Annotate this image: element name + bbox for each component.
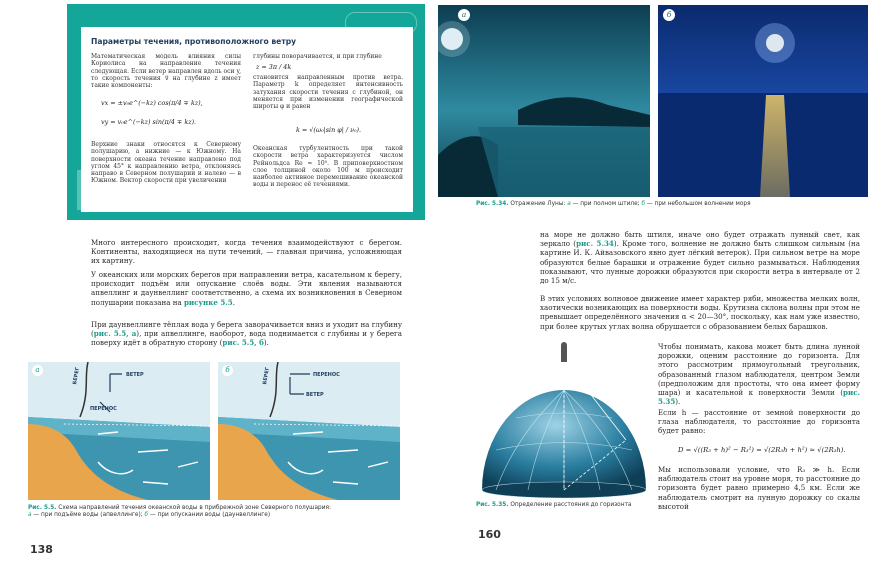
paragraph: Много интересного происходит, когда течения взаимодействуют с берегом. Континенты, находящиеся на пути течений, — главная причина, усложняющая их картину. [91,238,402,266]
photo-moon-waves [658,5,868,197]
page-number: 138 [30,543,53,556]
paragraph: Если h — расстояние от земной поверхности до глаза наблюдателя, то расстояние до горизонта будет равно: [658,408,860,436]
paragraph [91,320,402,348]
photo-badge: а [458,9,470,21]
figure-link[interactable]: рис. 5.34 [576,239,614,249]
info-box-text: становится направленным против ветра. Параметр k определяет интенсивность затухания скорости течения с глубиной, он меняется при изменении географической широты φ и равен [253,74,403,111]
paragraph: на море не должно быть штиля, иначе оно будет отражать лунный свет, как зеркало (рис. 5.34). Кроме того, волнение не должно быть слишком сильным (на картине И. К. Айвазовского явно дует лёгкий ветерок). При сильном ветре на море образуются белые барашки и отражение будет сильно размываться. Наблюдения показывают, что лунные дорожки образуются при скорости ветра в интервале от 2 до 15 м/с. [540,230,860,286]
figure-link[interactable]: рис. 5.5, а [93,329,137,339]
transfer-label: ПЕРЕНОС [90,406,117,412]
figure-upwelling [28,362,210,500]
formula: vx = ±v₀e^(−kz) cos(π/4 ∓ kz), [101,99,203,107]
info-box-text: Океанская турбулентность при такой скорости ветра характеризуется числом Рейнольдса Re ≈ 10⁵. В приповерхностном слое толщиной около 100 м происходит наиболее активное перемешивание океанской воды и перенос её течениями. [253,145,403,189]
figure-caption: Рис. 5.35. Определение расстояния до горизонта [476,502,632,508]
downwelling-diagram [218,362,400,500]
paragraph-text: У океанских или морских берегов при направлении ветра, касательном к берегу, происходит подъём или опускание слоёв воды. Эти явления называются апвеллинг и даунвеллинг соответственно, а схема их возникновения в Северном полушарии показана на [91,270,402,307]
wind-label: ВЕТЕР [126,372,144,378]
info-box-text: Математическая модель влияния силы Кориолиса на направление течения следующая. Если ветер направлен вдоль оси y, то скорость течения v⃗ на глубине z имеет такие компоненты: [91,53,241,90]
formula: z = 3π / 4k [256,63,292,71]
transfer-label: ПЕРЕНОС [313,372,340,378]
figure-link[interactable]: рис. 5.5, б [222,338,264,348]
paragraph: Чтобы понимать, какова может быть длина лунной дорожки, оценим расстояние до горизонта. Для этого рассмотрим прямоугольный треугольник, образованный глазом наблюдателя, центром Земли (предположим для простоты, что она имеет форму шара) и касательной к поверхности Земли (рис. 5.35). [658,342,860,407]
formula: D = √((R₃ + h)² − R₃²) = √(2R₃h + h²) ≈ √(2R₃h). [678,446,846,454]
paragraph: У океанских или морских берегов при направлении ветра, касательном к берегу, происходит подъём или опускание слоёв воды. Эти явления называются апвеллинг и даунвеллинг соответственно, а схема их возникновения в Северном полушарии показана на рисунке 5.5. [91,270,402,307]
upwelling-diagram [28,362,210,500]
page-number: 160 [478,528,501,541]
formula: k = √(ω₀|sin φ| / ν₀). [296,126,362,134]
info-box-title: Параметры течения, противоположного ветру [91,37,297,46]
shore-label: БЕРЕГ [262,366,271,386]
caption-label: Рис. 5.34. [476,201,509,207]
left-page [0,0,438,563]
info-box-text: глубины поворачивается, и при глубине [253,53,382,60]
caption-text: Схема направлений течения океанской воды в прибрежной зоне Северного полушария: [58,505,331,511]
formula: vy = v₀e^(−kz) sin(π/4 ∓ kz). [101,118,197,126]
info-box [81,27,413,212]
right-page [438,0,882,563]
figure-globe [476,340,652,500]
paragraph-text: ). [263,338,269,348]
paragraph-text: ), при апвеллинге, наоборот, вода поднимается с глубины и у берега поверху идёт в обратную сторону ( [91,329,402,348]
photo-badge: б [663,9,675,21]
figure-caption: Рис. 5.34. Отражение Луны: а — при полном штиле; б — при небольшом волнении моря [476,201,751,207]
paragraph: В этих условиях волновое движение имеет характер ряби, множества мелких волн, хаотически возникающих на поверхности воды. Крутизна склона волны при этом не превышает определённого значения α < 20—30°, поскольку, как нам уже известно, при более крутых углах волна обрушается с образованием белых барашков. [540,294,860,331]
wind-label: ВЕТЕР [306,392,324,398]
figure-downwelling [218,362,400,500]
paragraph: Мы использовали условие, что R₃ ≫ h. Если наблюдатель стоит на уровне моря, то расстояние до горизонта будет равно примерно 4,5 км. Если же наблюдатель смотрит на лунную дорожку со скалы высотой [658,465,860,511]
caption-label: Рис. 5.35. [476,502,509,508]
photo-moon-calm [438,5,650,197]
shore-label: БЕРЕГ [72,366,81,386]
figure-badge: а [32,365,43,376]
paragraph-text: При даунвеллинге тёплая вода у берега заворачивается вниз и уходит на глубину ( [91,320,402,339]
caption-label: Рис. 5.5. [28,505,57,511]
info-box-text: Верхние знаки относятся к Северному полушарию, а нижние — к Южному. На поверхности океана течение направлено под углом 45° к направлению ветра, отклоняясь направо в Северном полушарии и налево — в Южном. Вектор скорости при увеличении [91,141,241,185]
figure-link[interactable]: рис. 5.35 [658,388,860,407]
figure-badge: б [222,365,233,376]
figure-caption: Рис. 5.5. Схема направлений течения океанской воды в прибрежной зоне Северного полушария: а — при подъёме воды (апвеллинге); б — при опускании воды (даунвеллинге) [28,505,331,518]
figure-link[interactable]: рисунке 5.5 [183,297,233,307]
